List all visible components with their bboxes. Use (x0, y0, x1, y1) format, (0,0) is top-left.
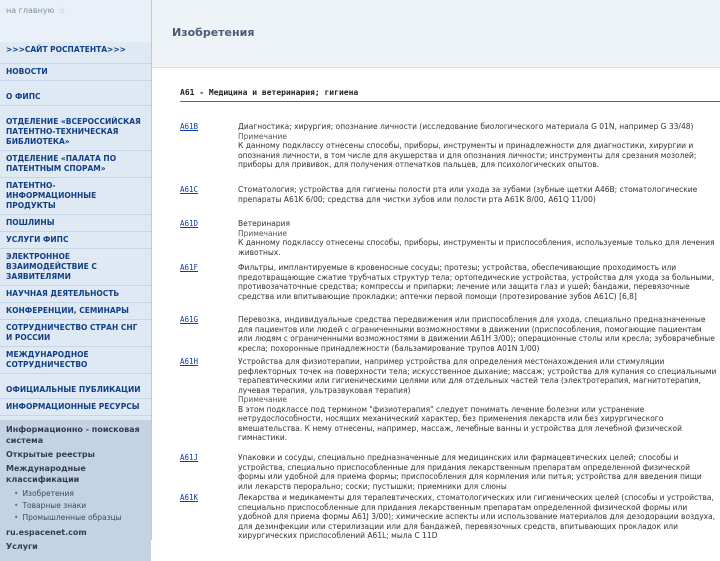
entry-description: Диагностика; хирургия; опознание личности (исследование биологического материала G 01N, например G 33/48) (238, 122, 694, 131)
bullet-icon: • (14, 501, 19, 510)
note-text: В этом подклассе под термином "физиотерапия" следует понимать лечение болезни или устранение нетрудоспособности, носящих механический характер, без применения лекарств или без хирургического вмешательства. К нему отнесены, например, массаж, лечебные ванны и устройства для лечебной физической гимнастики. (238, 404, 682, 442)
note-text: К данному подклассу отнесены способы, приборы, инструменты и приспособления, используемые только для лечения животных. (238, 238, 715, 257)
entry-description: Фильтры, имплантируемые в кровеносные сосуды; протезы; устройства, обеспечивающие проходимость или предотвращающие сжатие трубчатых структур тела; ортопедические устройства, устройства для ухода за больными, противозачаточные средства; компрессы и припарки; лечение или защита глаз и ушей; бандажи, перевязочные средства или впитывающие прокладки; аптечки первой помощи (протезирование зубов A61C) [6,8] (238, 263, 715, 301)
sidebar-item-disputes[interactable]: ОТДЕЛЕНИЕ «ПАЛАТА ПО ПАТЕНТНЫМ СПОРАМ» (0, 151, 151, 178)
entry-code[interactable]: A61K (180, 493, 199, 502)
sidebar-item-publications[interactable]: ОФИЦИАЛЬНЫЕ ПУБЛИКАЦИИ (0, 382, 151, 399)
entry-code[interactable]: A61G (180, 315, 199, 324)
sidebar-item-news[interactable]: НОВОСТИ (0, 64, 151, 81)
entry-text (238, 453, 718, 491)
sidebar-item-international[interactable]: МЕЖДУНАРОДНОЕ СОТРУДНИЧЕСТВО (0, 347, 151, 374)
sidebar-item-conferences[interactable]: КОНФЕРЕНЦИИ, СЕМИНАРЫ (0, 303, 151, 320)
sidebar-item-science[interactable]: НАУЧНАЯ ДЕЯТЕЛЬНОСТЬ (0, 286, 151, 303)
entry-description: Перевозка, индивидуальные средства передвижения или приспособления для ухода, специально предназначенные для пациентов или людей с ограниченными возможностями в движении (приспособления, помогающие пациентам или людям с ограниченными возможностями в движении A61H 3/00); операционные столы или кресла; зубоврачебные кресла; похоронные принадлежности (бальзамирование трупов A01N 1/00) (238, 315, 715, 353)
sidebar-top (0, 0, 151, 42)
entry-text (238, 493, 718, 540)
entry-description: Устройства для физиотерапии, например устройства для определения местонахождения или стимуляции рефлекторных точек на поверхности тела; искусственное дыхание; массаж; устройства для купания со специальными терапевтическими или гигиеническими целями или для отдельных частей тела (электротерапия, магнитотерапия, лучевая терапия, ультразвуковая терапия) (238, 357, 717, 395)
bullet-icon: • (14, 513, 19, 522)
note-label: Примечание (238, 395, 287, 404)
classifications-link[interactable]: Международные классификации (6, 464, 86, 484)
section-heading: A61 - Медицина и ветеринария; гигиена (180, 88, 359, 97)
section-divider (180, 101, 720, 102)
resources-section (0, 420, 151, 561)
sidebar-item-library[interactable]: ОТДЕЛЕНИЕ «ВСЕРОССИЙСКАЯ ПАТЕНТНО-ТЕХНИЧЕСКАЯ БИБЛИОТЕКА» (0, 114, 151, 151)
entry-text (238, 315, 718, 353)
classification-designs-link[interactable] (6, 512, 145, 524)
classification-inventions-label: Изобретения (22, 489, 74, 498)
entry-code[interactable]: A61H (180, 357, 199, 366)
entry-description: Упаковки и сосуды, специально предназначенные для медицинских или фармацевтических целей; способы и устройства, специально приспособленные для придания лекарственным препаратам определенной физической формы или удобной для приема формы; приспособления для кормления или питья; устройства для введения пищи или лекарств перорально; соски; пустышки; приемники для слюны (238, 453, 702, 491)
note-text: К данному подклассу отнесены способы, приборы, инструменты и принадлежности для диагностики, хирургии и опознания личности, в том числе для акушерства и для опознания личности; инструменты для срезания мозолей; приборы для прививок, для получения отпечатков пальцев, для психологических опытов. (238, 141, 697, 169)
entry-text (238, 122, 718, 170)
entry-text (238, 357, 718, 443)
services-link[interactable]: Услуги (6, 542, 38, 551)
entry-description: Лекарства и медикаменты для терапевтических, стоматологических или гигиенических целей (способы и устройства, специально приспособленные для придания лекарственным препаратам определенной физической формы или удобной для приема формы A61J 3/00); химические аспекты или использование материалов для дезодорации воздуха, для дезинфекции или стерилизации или для бандажей, перевязочных средств, впитывающих прокладок или хирургических приспособлений A61L; мыла C 11D (238, 493, 716, 540)
sidebar-item-fees[interactable]: ПОШЛИНЫ (0, 215, 151, 232)
note-label: Примечание (238, 131, 287, 141)
entry-code[interactable]: A61C (180, 185, 199, 194)
sidebar-item-services[interactable]: УСЛУГИ ФИПС (0, 232, 151, 249)
page-title: Изобретения (172, 26, 255, 39)
bullet-icon: • (14, 489, 19, 498)
sidebar-item-products[interactable]: ПАТЕНТНО-ИНФОРМАЦИОННЫЕ ПРОДУКТЫ (0, 178, 151, 215)
home-link[interactable]: на главную (6, 6, 55, 15)
main-content (152, 0, 720, 540)
entry-description: Ветеринария (238, 219, 291, 228)
espacenet-link[interactable]: ru.espacenet.com (6, 528, 87, 537)
sidebar-item-electronic[interactable]: ЭЛЕКТРОННОЕ ВЗАИМОДЕЙСТВИЕ С ЗАЯВИТЕЛЯМИ (0, 249, 151, 286)
sidebar-item-resources[interactable]: ИНФОРМАЦИОННЫЕ РЕСУРСЫ (0, 399, 151, 416)
classification-trademarks-label: Товарные знаки (22, 501, 87, 510)
search-system-link[interactable]: Информационно - поисковая система (6, 425, 140, 445)
sidebar-item-about[interactable]: О ФИПС (0, 89, 151, 106)
entry-text (238, 263, 718, 301)
star-icon[interactable]: ☆ (58, 6, 66, 15)
entry-code[interactable]: A61J (180, 453, 199, 462)
sidebar (0, 0, 152, 551)
classification-designs-label: Промышленные образцы (22, 513, 122, 522)
classification-trademarks-link[interactable] (6, 500, 145, 512)
note-label: Примечание (238, 228, 287, 238)
entry-text (238, 219, 718, 257)
sidebar-item-cis[interactable]: СОТРУДНИЧЕСТВО СТРАН СНГ И РОССИИ (0, 320, 151, 347)
entry-description: Стоматология; устройства для гигиены полости рта или ухода за зубами (зубные щетки A46B; стоматологические препараты A61K 6/00; средства для чистки зубов или полости рта A61K 8/00, A61Q 11/00) (238, 185, 698, 204)
entry-code[interactable]: A61F (180, 263, 199, 272)
rospatent-portal-link[interactable]: >>>САЙТ РОСПАТЕНТА>>> (0, 42, 151, 64)
entry-code[interactable]: A61B (180, 122, 199, 131)
entry-text (238, 185, 718, 204)
classification-inventions-link[interactable] (6, 488, 145, 500)
open-registers-link[interactable]: Открытые реестры (6, 450, 95, 459)
entry-code[interactable]: A61D (180, 219, 199, 228)
